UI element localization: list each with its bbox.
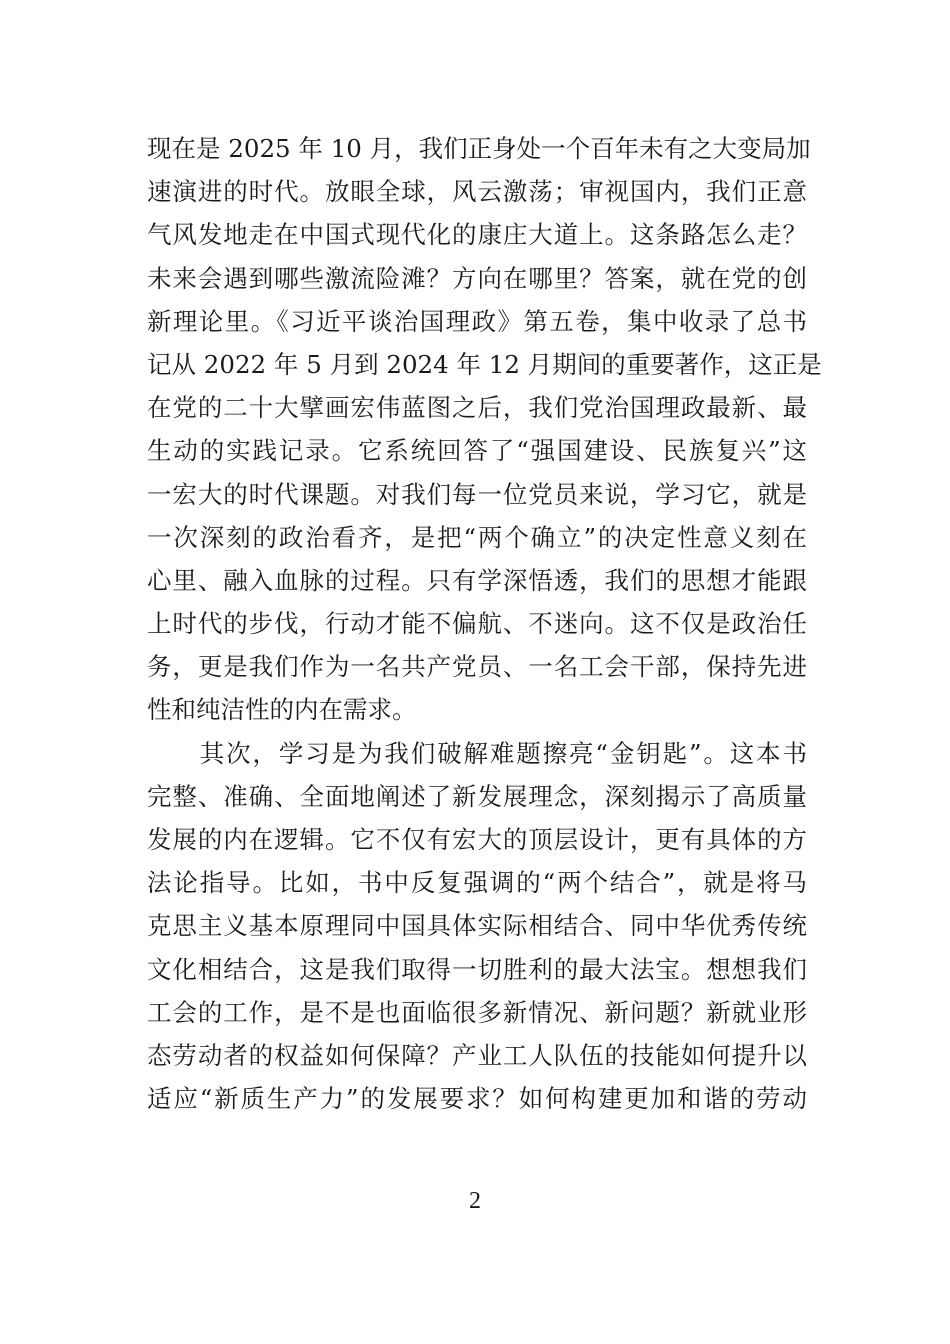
- text-line: 文化相结合，这是我们取得一切胜利的最大法宝。想想我们: [147, 954, 807, 984]
- text-line: 生动的实践记录。它系统回答了“强国建设、民族复兴”这: [147, 436, 807, 466]
- text-line: 心里、融入血脉的过程。只有学深悟透，我们的思想才能跟: [147, 565, 807, 595]
- text-line: 在党的二十大擘画宏伟蓝图之后，我们党治国理政最新、最: [147, 393, 807, 423]
- body-text: [147, 127, 822, 1120]
- text-line: 现在是 2025 年 10 月，我们正身处一个百年未有之大变局加: [147, 134, 811, 163]
- text-line: 性和纯洁性的内在需求。: [147, 695, 417, 725]
- text-line: 气风发地走在中国式现代化的康庄大道上。这条路怎么走？: [147, 220, 807, 250]
- text-line: 态劳动者的权益如何保障？产业工人队伍的技能如何提升以: [147, 1040, 807, 1070]
- text-line: 完整、准确、全面地阐述了新发展理念，深刻揭示了高质量: [147, 781, 807, 811]
- text-line: 克思主义基本原理同中国具体实际相结合、同中华优秀传统: [147, 911, 807, 941]
- text-line: 记从 2022 年 5 月到 2024 年 12 月期间的重要著作，这正是: [147, 349, 822, 379]
- page-number: 2: [469, 1188, 481, 1214]
- text-line: 一宏大的时代课题。对我们每一位党员来说，学习它，就是: [147, 479, 807, 509]
- text-line: 工会的工作，是不是也面临很多新情况、新问题？新就业形: [147, 997, 807, 1027]
- text-line: 发展的内在逻辑。它不仅有宏大的顶层设计，更有具体的方: [147, 825, 807, 854]
- paragraph-1: [147, 127, 822, 732]
- text-line: 速演进的时代。放眼全球，风云激荡；审视国内，我们正意: [147, 177, 807, 207]
- text-line: 一次深刻的政治看齐，是把“两个确立”的决定性意义刻在: [147, 522, 807, 552]
- text-line: 适应“新质生产力”的发展要求？如何构建更加和谐的劳动: [147, 1084, 807, 1114]
- paragraph-2: [147, 732, 807, 1121]
- text-line: 新理论里。《习近平谈治国理政》第五卷，集中收录了总书: [147, 306, 807, 336]
- text-line: 法论指导。比如，书中反复强调的“两个结合”，就是将马: [147, 868, 807, 898]
- text-line: 务，更是我们作为一名共产党员、一名工会干部，保持先进: [147, 652, 807, 682]
- text-line: 其次，学习是为我们破解难题擦亮“金钥匙”。这本书: [147, 738, 807, 768]
- text-line: 未来会遇到哪些激流险滩？方向在哪里？答案，就在党的创: [147, 263, 807, 293]
- text-line: 上时代的步伐，行动才能不偏航、不迷向。这不仅是政治任: [147, 609, 807, 639]
